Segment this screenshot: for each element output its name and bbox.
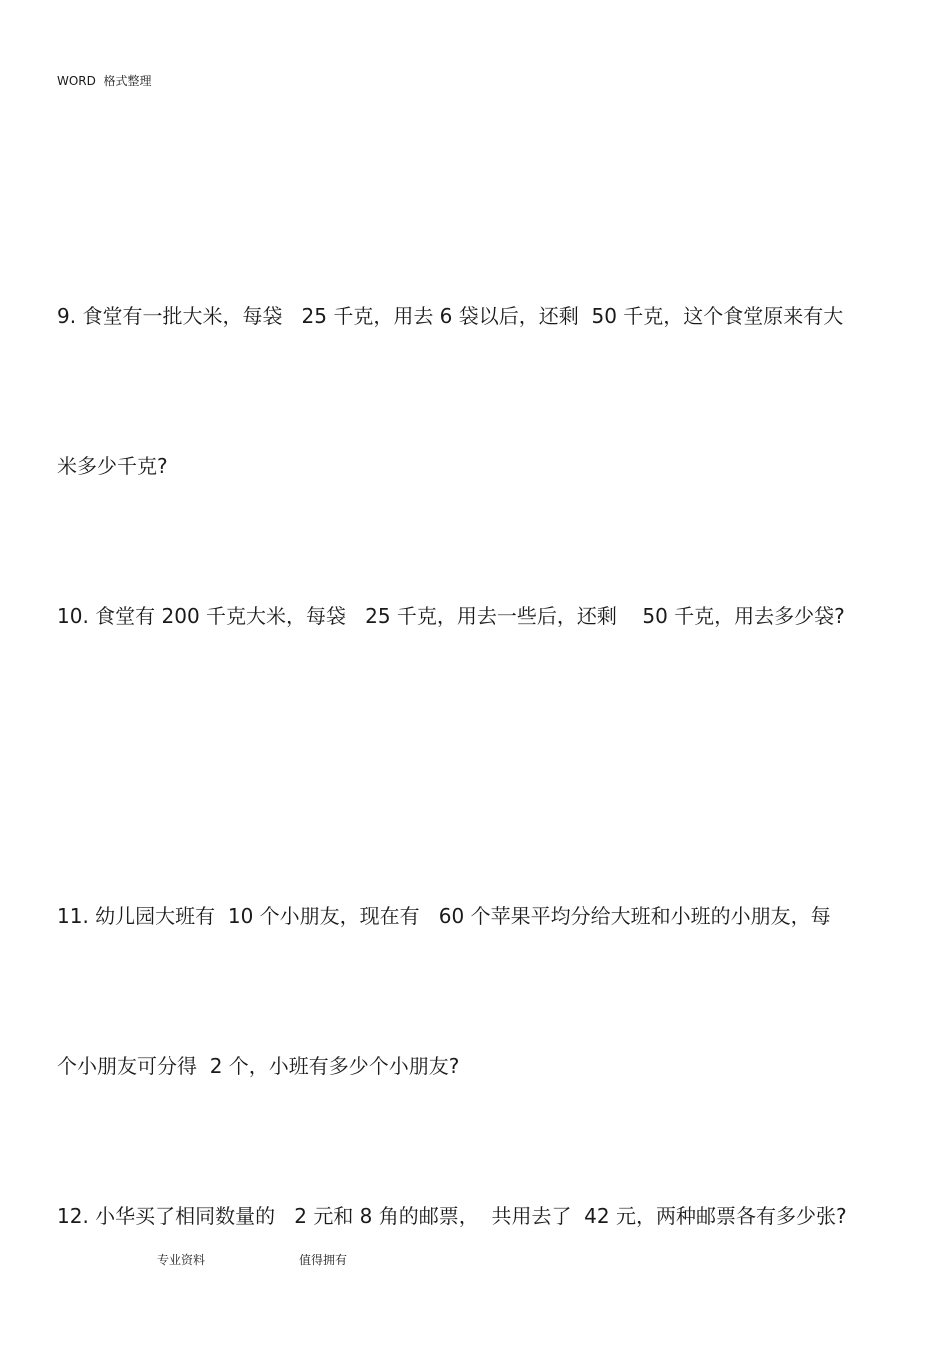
- question-11: [57, 791, 877, 1141]
- question-10: [57, 491, 877, 691]
- footer-right-text: 值得拥有: [299, 1253, 348, 1267]
- question-9-line-2: 米多少千克?: [57, 454, 168, 478]
- question-9: [57, 191, 877, 541]
- question-11-line-1: 11. 幼儿园大班有 10 个小朋友，现在有 60 个苹果平均分给大班和小班的小朋友，每: [57, 904, 831, 928]
- question-9-line-1: 9. 食堂有一批大米，每袋 25 千克，用去 6 袋以后，还剩 50 千克，这个食堂原来有大: [57, 304, 844, 328]
- question-11-line-2: 个小朋友可分得 2 个，小班有多少个小朋友?: [57, 1054, 460, 1078]
- question-10-line-1: 10. 食堂有 200 千克大米，每袋 25 千克，用去一些后，还剩 50 千克，用去多少袋?: [57, 604, 845, 628]
- footer-left-text: 专业资料: [157, 1253, 206, 1267]
- question-12-line-1: 12. 小华买了相同数量的 2 元和 8 角的邮票， 共用去了 42 元，两种邮票各有多少张?: [57, 1204, 847, 1228]
- document-header: WORD 格式整理: [57, 74, 152, 88]
